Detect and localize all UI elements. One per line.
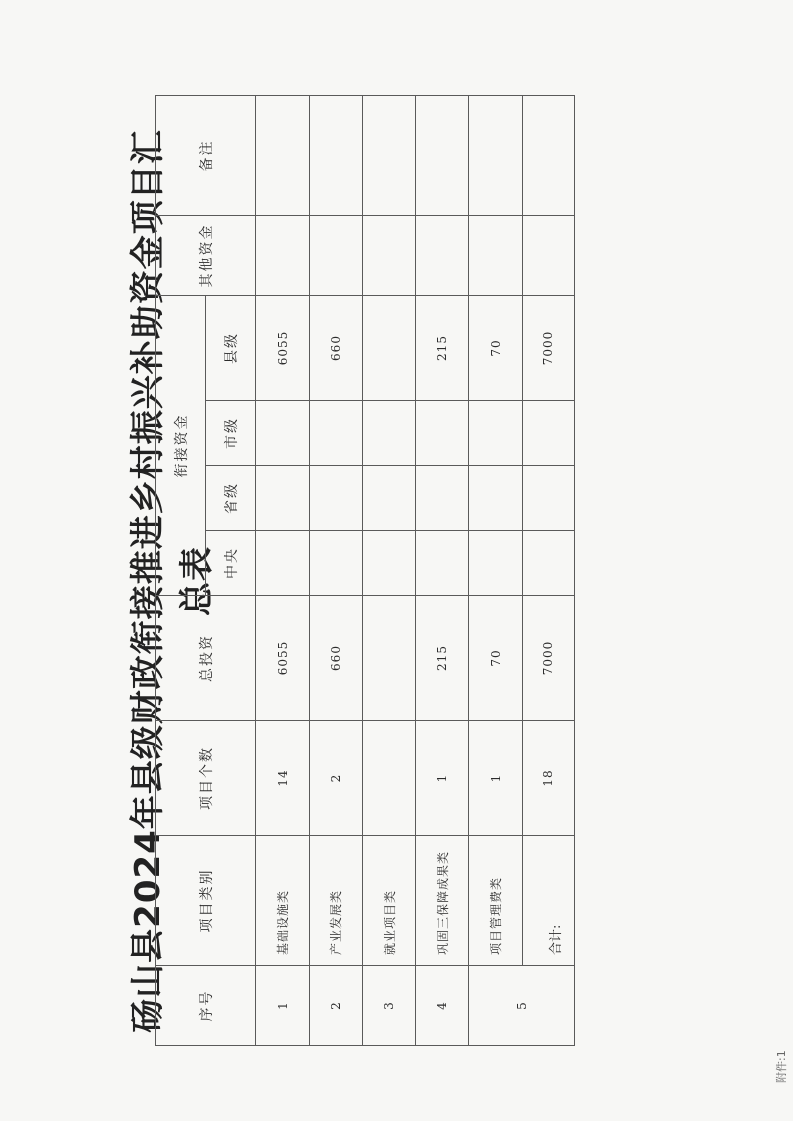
total-central bbox=[522, 531, 574, 596]
cell-county: 660 bbox=[309, 296, 362, 401]
cell-remarks bbox=[416, 96, 469, 216]
cell-other bbox=[469, 216, 522, 296]
cell-seq: 1 bbox=[256, 966, 309, 1046]
cell-provincial bbox=[256, 466, 309, 531]
header-connection-funds: 衔接资金 bbox=[156, 296, 206, 596]
cell-county: 6055 bbox=[256, 296, 309, 401]
cell-central bbox=[362, 531, 415, 596]
cell-total: 215 bbox=[416, 596, 469, 721]
cell-municipal bbox=[362, 401, 415, 466]
cell-seq: 3 bbox=[362, 966, 415, 1046]
cell-category: 产业发展类 bbox=[309, 836, 362, 966]
cell-count: 1 bbox=[416, 721, 469, 836]
cell-total bbox=[362, 596, 415, 721]
header-seq: 序号 bbox=[156, 966, 256, 1046]
total-other bbox=[522, 216, 574, 296]
cell-provincial bbox=[309, 466, 362, 531]
cell-central bbox=[469, 531, 522, 596]
cell-remarks bbox=[256, 96, 309, 216]
cell-municipal bbox=[469, 401, 522, 466]
table-row bbox=[309, 96, 362, 1046]
total-investment: 7000 bbox=[522, 596, 574, 721]
total-label: 合计: bbox=[522, 836, 574, 966]
cell-county: 215 bbox=[416, 296, 469, 401]
cell-other bbox=[362, 216, 415, 296]
table-row bbox=[416, 96, 469, 1046]
cell-count: 14 bbox=[256, 721, 309, 836]
cell-central bbox=[256, 531, 309, 596]
cell-remarks bbox=[309, 96, 362, 216]
cell-central bbox=[309, 531, 362, 596]
table-row bbox=[469, 96, 522, 1046]
cell-count: 2 bbox=[309, 721, 362, 836]
cell-category: 项目管理费类 bbox=[469, 836, 522, 966]
summary-table bbox=[155, 95, 575, 1046]
cell-count bbox=[362, 721, 415, 836]
cell-county bbox=[362, 296, 415, 401]
cell-category: 就业项目类 bbox=[362, 836, 415, 966]
cell-seq: 4 bbox=[416, 966, 469, 1046]
table-row bbox=[256, 96, 309, 1046]
cell-total: 70 bbox=[469, 596, 522, 721]
cell-other bbox=[416, 216, 469, 296]
cell-count: 1 bbox=[469, 721, 522, 836]
document-title: 砀山县2024年县级财政衔接推进乡村振兴补助资金项目汇总表 bbox=[128, 129, 217, 1033]
cell-provincial bbox=[469, 466, 522, 531]
cell-provincial bbox=[416, 466, 469, 531]
cell-category: 基础设施类 bbox=[256, 836, 309, 966]
total-provincial bbox=[522, 466, 574, 531]
cell-municipal bbox=[256, 401, 309, 466]
cell-other bbox=[256, 216, 309, 296]
header-total-investment: 总投资 bbox=[156, 596, 256, 721]
cell-provincial bbox=[362, 466, 415, 531]
cell-municipal bbox=[416, 401, 469, 466]
cell-total: 6055 bbox=[256, 596, 309, 721]
attachment-label: 附件:1 bbox=[775, 1050, 788, 1083]
cell-remarks bbox=[362, 96, 415, 216]
header-row-1 bbox=[156, 96, 206, 1046]
total-remarks bbox=[522, 96, 574, 216]
cell-central bbox=[416, 531, 469, 596]
total-county: 7000 bbox=[522, 296, 574, 401]
cell-seq: 5 bbox=[469, 966, 575, 1046]
cell-category: 巩固三保障成果类 bbox=[416, 836, 469, 966]
header-provincial: 省级 bbox=[206, 466, 256, 531]
header-category: 项目类别 bbox=[156, 836, 256, 966]
header-count: 项目个数 bbox=[156, 721, 256, 836]
total-count: 18 bbox=[522, 721, 574, 836]
header-other-funds: 其他资金 bbox=[156, 216, 256, 296]
cell-other bbox=[309, 216, 362, 296]
cell-municipal bbox=[309, 401, 362, 466]
cell-county: 70 bbox=[469, 296, 522, 401]
header-municipal: 市级 bbox=[206, 401, 256, 466]
cell-total: 660 bbox=[309, 596, 362, 721]
header-county: 县级 bbox=[206, 296, 256, 401]
header-remarks: 备注 bbox=[156, 96, 256, 216]
total-municipal bbox=[522, 401, 574, 466]
cell-remarks bbox=[469, 96, 522, 216]
cell-seq: 2 bbox=[309, 966, 362, 1046]
total-row bbox=[522, 96, 574, 1046]
header-central: 中央 bbox=[206, 531, 256, 596]
table-row bbox=[362, 96, 415, 1046]
